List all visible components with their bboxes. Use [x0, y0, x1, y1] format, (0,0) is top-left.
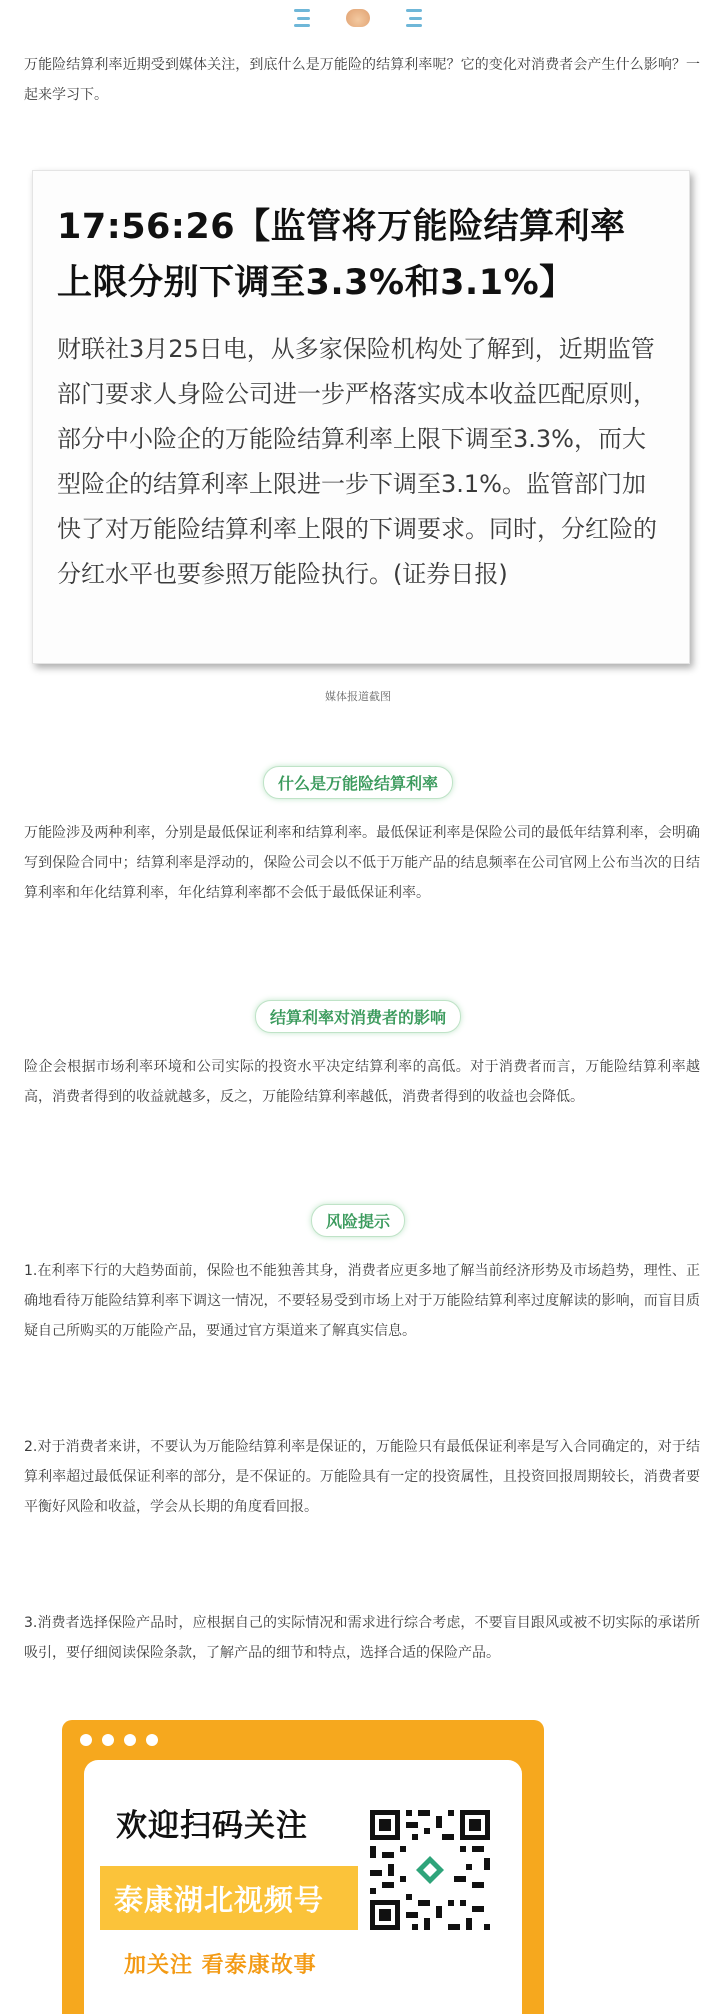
wave-left-icon — [294, 9, 310, 27]
section-pill: 风险提示 — [311, 1204, 405, 1237]
poster-welcome: 欢迎扫码关注 — [116, 1808, 308, 1844]
screenshot-caption: 媒体报道截图 — [325, 690, 391, 703]
follow-poster — [62, 1720, 544, 2014]
section-pill: 结算利率对消费者的影响 — [255, 1000, 461, 1033]
risk-paragraph-1: 1.在利率下行的大趋势面前，保险也不能独善其身，消费者应更多地了解当前经济形势及市场趋势，理性、正确地看待万能险结算利率下调这一情况，不要轻易受到市场上对于万能险结算利率过度解读的影响，而盲目质疑自己所购买的万能险产品，要通过官方渠道来了解真实信息。 — [24, 1263, 700, 1339]
section-pill: 什么是万能险结算利率 — [263, 766, 453, 799]
window-dots-icon — [80, 1734, 158, 1746]
brand-name: 泰康湖北视频号 — [114, 1882, 325, 1917]
section-title-risk — [0, 1204, 716, 1237]
poster-tagline: 加关注 看泰康故事 — [124, 1953, 317, 1978]
poster-card — [84, 1760, 522, 2014]
definition-paragraph: 万能险涉及两种利率，分别是最低保证利率和结算利率。最低保证利率是保险公司的最低年结算利率，会明确写到保险合同中；结算利率是浮动的，保险公司会以不低于万能产品的结息频率在公司官网上公布当次的日结算利率和年化结算利率，年化结算利率都不会低于最低保证利率。 — [24, 825, 700, 901]
brand-bar — [100, 1866, 358, 1930]
header-decoration — [0, 4, 716, 32]
peach-orb-icon — [346, 9, 370, 27]
wave-right-icon — [406, 9, 422, 27]
news-body: 财联社3月25日电，从多家保险机构处了解到，近期监管部门要求人身险公司进一步严格落实成本收益匹配原则，部分中小险企的万能险结算利率上限下调至3.3%，而大型险企的结算利率上限进一步下调至3.1%。监管部门加快了对万能险结算利率上限的下调要求。同时，分红险的分红水平也要参照万能险执行。(证券日报) — [57, 335, 657, 588]
risk-paragraph-2: 2.对于消费者来讲，不要认为万能险结算利率是保证的，万能险只有最低保证利率是写入合同确定的，对于结算利率超过最低保证利率的部分，是不保证的。万能险具有一定的投资属性，且投资回报周期较长，消费者要平衡好风险和收益，学会从长期的角度看回报。 — [24, 1439, 700, 1515]
impact-paragraph: 险企会根据市场利率环境和公司实际的投资水平决定结算利率的高低。对于消费者而言，万能险结算利率越高，消费者得到的收益就越多，反之，万能险结算利率越低，消费者得到的收益也会降低。 — [24, 1059, 700, 1105]
intro-paragraph: 万能险结算利率近期受到媒体关注，到底什么是万能险的结算利率呢？它的变化对消费者会产生什么影响？一起来学习下。 — [24, 57, 700, 103]
section-title-impact — [0, 1000, 716, 1033]
qr-code-icon[interactable] — [366, 1806, 494, 1934]
news-headline: 17:56:26【监管将万能险结算利率上限分别下调至3.3%和3.1%】 — [57, 207, 626, 303]
risk-paragraph-3: 3.消费者选择保险产品时，应根据自己的实际情况和需求进行综合考虑，不要盲目跟风或被不切实际的承诺所吸引，要仔细阅读保险条款，了解产品的细节和特点，选择合适的保险产品。 — [24, 1615, 700, 1661]
section-title-definition — [0, 766, 716, 799]
news-screenshot — [32, 170, 690, 664]
